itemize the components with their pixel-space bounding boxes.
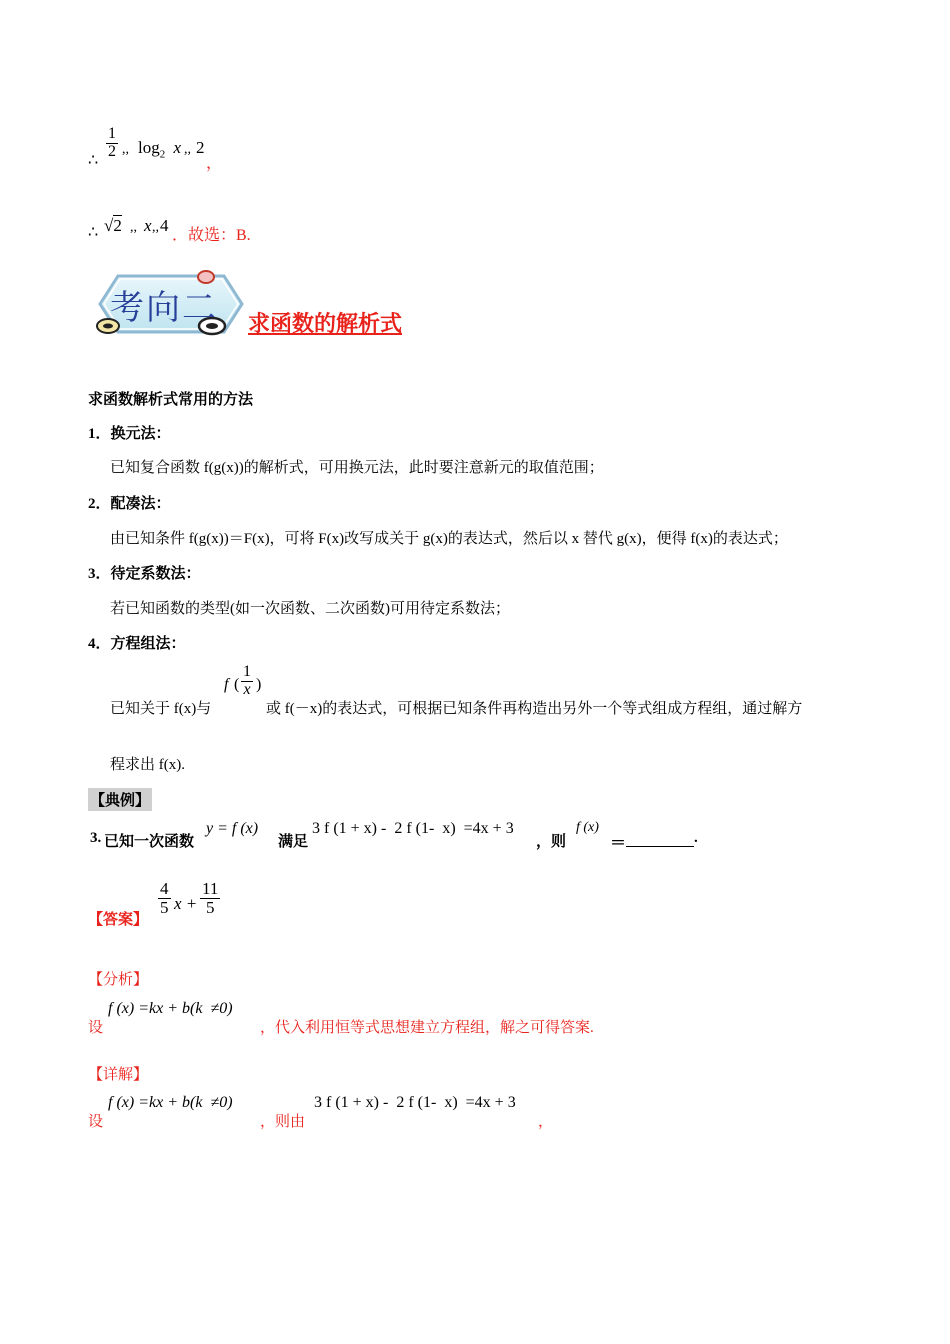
therefore-symbol: ∴: [88, 224, 99, 241]
fraction-11-5: $\frac{11}{5}$: [202, 879, 219, 917]
example-tag: 【典例】: [88, 788, 152, 811]
punctuation: ，: [206, 155, 223, 172]
method-3-title: 3．待定系数法：: [88, 566, 201, 582]
bound-value: 4: [160, 216, 169, 235]
methods-heading: 求函数解析式常用的方法: [88, 392, 254, 408]
relation-sign: ,,: [130, 220, 137, 235]
method-1-desc: 已知复合函数 f(g(x))的解析式，可用换元法，此时要注意新元的取值范围；: [110, 460, 604, 476]
f-one-over-x: f ( $\frac{1}{x}$ ): [224, 663, 262, 698]
log-function: $\log_2 x$: [138, 138, 182, 161]
method-4-desc-a: 已知关于 f(x)与: [110, 701, 212, 717]
sqrt-two: √2: [104, 216, 122, 235]
method-4-desc-c: 程求出 f(x).: [110, 757, 185, 773]
method-4-desc-b: 或 f(－x)的表达式，可根据已知条件再构造出另外一个等式组成方程组，通过解方: [266, 701, 803, 717]
fx-expr: f (x): [576, 820, 599, 835]
fraction-4-5: $\frac{4}{5}$: [160, 879, 169, 917]
section-badge: [86, 266, 250, 342]
equation-expr: 3 f (1 + x) - 2 f (1- x) =4x + 3: [312, 820, 514, 837]
fraction-one-half: $\frac{1}{2}$: [108, 125, 116, 160]
relation-sign: ,,: [152, 220, 159, 235]
method-2-desc: 由已知条件 f(g(x))＝F(x)，可将 F(x)改写成关于 g(x)的表达式，然后以 x 替代 g(x)，便得 f(x)的表达式；: [110, 531, 788, 547]
relation-sign: ,,: [122, 142, 129, 157]
method-2-title: 2．配凑法：: [88, 496, 171, 512]
bound-value: 2: [196, 138, 205, 157]
equation-expr: 3 f (1 + x) - 2 f (1- x) =4x + 3: [314, 1094, 516, 1111]
linear-function-expr: f (x) =kx + b(k ≠0): [108, 1000, 233, 1017]
analysis-label: 【分析】: [88, 972, 149, 988]
conclusion-text: ．故选：B.: [172, 227, 251, 244]
variable-x: x: [144, 216, 152, 235]
therefore-symbol: ∴: [88, 152, 99, 169]
badge-text: 考向二: [110, 288, 218, 328]
answer-label: 【答案】: [88, 912, 149, 928]
relation-sign: ,,: [184, 142, 191, 157]
function-expr: y = f (x): [206, 820, 259, 837]
answer-blank: [626, 832, 694, 847]
method-3-desc: 若已知函数的类型(如一次函数、二次函数)可用待定系数法；: [110, 601, 510, 617]
linear-function-expr: f (x) =kx + b(k ≠0): [108, 1094, 233, 1111]
detail-label: 【详解】: [88, 1067, 149, 1083]
method-1-title: 1．换元法：: [88, 426, 171, 442]
method-4-title: 4．方程组法：: [88, 636, 186, 652]
section-title: 求函数的解析式: [248, 311, 403, 336]
